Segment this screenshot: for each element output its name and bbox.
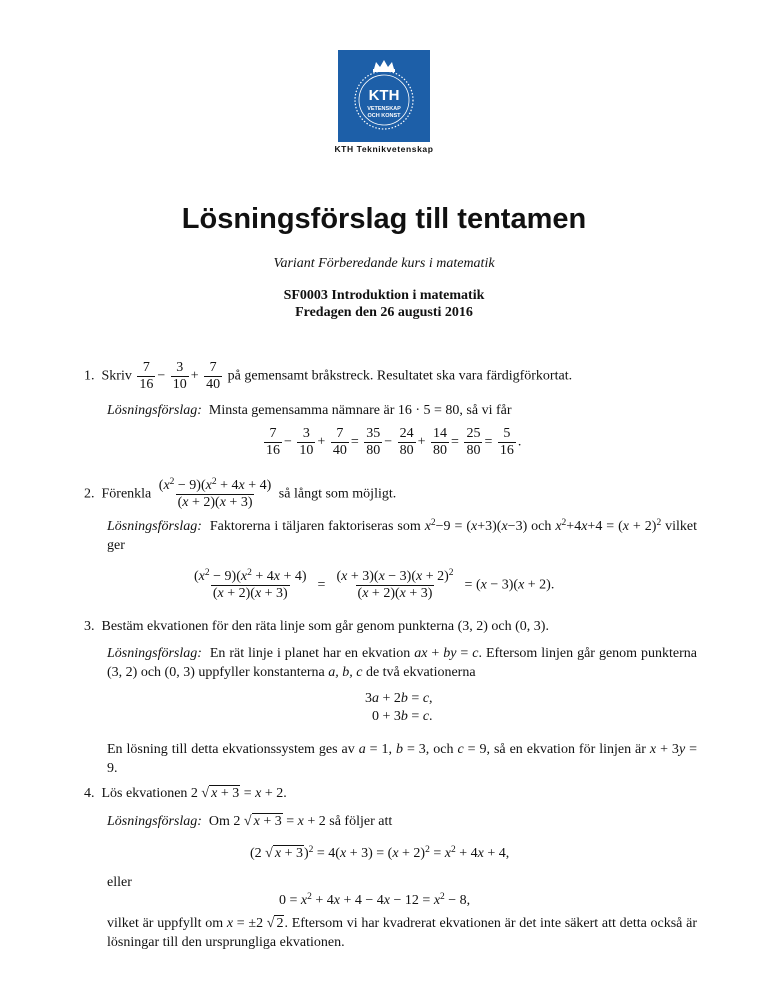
- course-code: SF0003 Introduktion i matematik: [283, 288, 485, 303]
- page-title: Lösningsförslag till tentamen: [181, 203, 587, 235]
- fraction: $\frac{(x^2 - 9)(x^2 + 4x + 4)}{(x + 2)(x + 3)}$: [158, 477, 272, 510]
- solution-3-conclusion: En lösning till detta ekvationssystem ges av a = 1, b = 3, och c = 9, så en ekvation för linjen är x + 3y = 9.: [107, 742, 698, 776]
- problem-number: 2.: [84, 486, 95, 502]
- solution-text: Minsta gemensamma nämnare är 16 · 5 = 80, så vi får: [208, 403, 512, 418]
- equation-system: 3a + 2b = c, 0 + 3b = c.: [365, 691, 433, 724]
- problem-number: 1.: [84, 368, 95, 384]
- svg-text:VETENSKAP: VETENSKAP: [367, 106, 401, 112]
- equation: $\frac{(x^2 - 9)(x^2 + 4x + 4)}{(x + 2)(x + 3)}$ = $\frac{(x + 3)(x - 3)(x + 2)^2}{(x + 2)(x + 3)}$ = (x − 3)(x + 2).: [194, 568, 555, 601]
- solution-4: Lösningsförslag: Om 2 √ x + 3 = x + 2 så följer att: [107, 814, 393, 829]
- problem-prompt-rest: så långt som möjligt.: [278, 486, 397, 502]
- problem-prompt: Bestäm ekvationen för den räta linje som går genom punkterna (3, 2) och (0, 3).: [101, 619, 549, 634]
- problem-number: 3.: [84, 619, 95, 634]
- problem-prompt: Lös ekvationen: [101, 786, 188, 801]
- svg-text:OCH KONST: OCH KONST: [367, 113, 401, 119]
- fraction: $\frac{7}{40}$: [206, 360, 221, 392]
- problem-2: [84, 478, 396, 511]
- problem-4: 4. Lös ekvationen 2 √ x + 3 = x + 2.: [84, 786, 287, 801]
- kth-logo: [338, 50, 430, 142]
- equation: $\frac{7}{16}$ − $\frac{3}{10}$ + $\frac{7}{40}$ = $\frac{35}{80}$ − $\frac{24}{80}$ + $\frac{14}{80}$ = $\frac{25}{80}$ = $\frac{5}{16}$ .: [266, 426, 522, 458]
- fraction: $\frac{7}{16}$: [139, 360, 154, 392]
- connector-text: eller: [107, 875, 132, 890]
- problem-prompt: Skriv: [101, 368, 132, 384]
- problem-prompt-rest: på gemensamt bråkstreck. Resultatet ska vara färdigförkortat.: [227, 368, 573, 384]
- equation: $0 = x^2 + 4x + 4 - 4x - 12 = x^2 - 8$,: [279, 892, 471, 908]
- problem-prompt: Förenkla: [101, 486, 152, 502]
- solution-label: Lösningsförslag:: [107, 403, 202, 418]
- problem-3: [84, 618, 549, 636]
- fraction: $\frac{3}{10}$: [172, 360, 187, 392]
- solution-3: Lösningsförslag: En rät linje i planet har en ekvation ax + by = c. Eftersom linjen går genom punkterna (3, 2) och (0, 3) uppfyller konstanterna a, b, c de två ekvationerna: [107, 646, 697, 680]
- course-info: [0, 287, 768, 321]
- subtitle: Variant Förberedande kurs i matematik: [273, 256, 495, 271]
- solution-2: Lösningsförslag: Faktorerna i täljaren faktoriseras som $x^2-9 = (x+3)(x-3)$ och $x^2+4x+4 = (x + 2)^2$ vilket ger: [107, 518, 698, 553]
- equation: (2 √ $x + 3)^2 = 4(x + 3) = (x + 2)^2 = x^2 + 4x + 4$,: [250, 845, 510, 861]
- solution-label: Lösningsförslag:: [107, 814, 202, 829]
- solution-4-conclusion: vilket är uppfyllt om x = ±2 √ 2. Eftersom vi har kvadrerat ekvationen är det inte säkert att detta också är lösningar till den ursprungliga ekvationen.: [107, 916, 697, 950]
- problem-number: 4.: [84, 786, 95, 801]
- kth-crown-seal-icon: [338, 50, 430, 142]
- solution-label: Lösningsförslag:: [107, 519, 202, 534]
- svg-text:KTH: KTH: [368, 87, 400, 104]
- solution-1: [107, 402, 512, 420]
- logo-caption: KTH Teknikvetenskap: [334, 144, 434, 154]
- problem-1: 1. Skriv $\frac{7}{16}$ − $\frac{3}{10}$ + $\frac{7}{40}$ på gemensamt bråkstreck. Resultatet ska vara färdigförkortat.: [84, 360, 573, 392]
- exam-date: Fredagen den 26 augusti 2016: [295, 305, 473, 320]
- solution-label: Lösningsförslag:: [107, 646, 202, 661]
